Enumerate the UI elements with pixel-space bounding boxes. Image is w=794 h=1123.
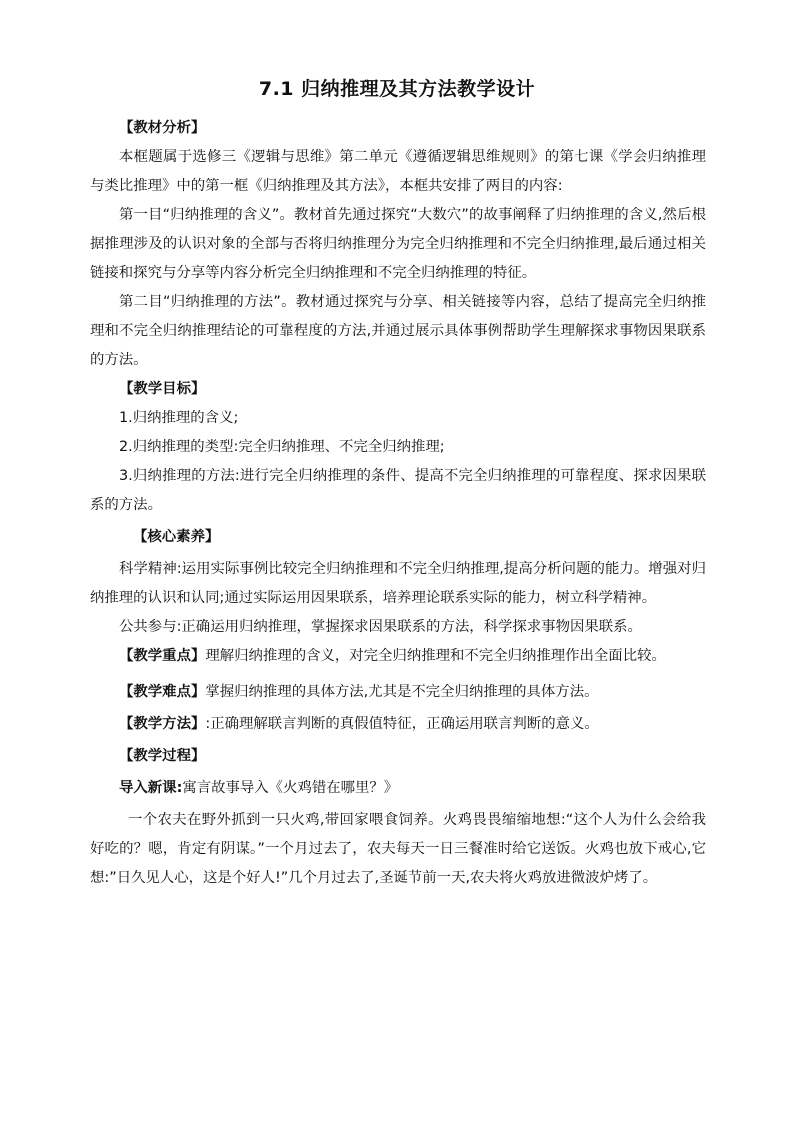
paragraph-difficulty xyxy=(90,678,706,707)
difficulty-text: 掌握归纳推理的具体方法,尤其是不完全归纳推理的具体方法。 xyxy=(205,684,599,700)
goal-item-1: 1.归纳推理的含义; xyxy=(119,410,239,426)
difficulty-label: 【教学难点】 xyxy=(119,684,206,700)
paragraph-literacy-1: 科学精神:运用实际事例比较完全归纳推理和不完全归纳推理,提高分析问题的能力。增强对归纳推理的认识和认同;通过实际运用因果联系，培养理论联系实际的能力，树立科学精神。 xyxy=(90,561,706,606)
paragraph-analysis-1: 本框题属于选修三《逻辑与思维》第二单元《遵循逻辑思维规则》的第七课《学会归纳推理与类比推理》中的第一框《归纳推理及其方法》，本框共安排了两目的内容: xyxy=(90,149,706,194)
section-heading-goals: 【教学目标】 xyxy=(119,381,206,397)
paragraph-analysis-3: 第二目“归纳推理的方法”。教材通过探究与分享、相关链接等内容，总结了提高完全归纳推理和不完全归纳推理结论的可靠程度的方法,并通过展示具体事例帮助学生理解探求事物因果联系的方法。 xyxy=(90,294,706,368)
key-point-text: 理解归纳推理的含义，对完全归纳推理和不完全归纳推理作出全面比较。 xyxy=(205,648,666,664)
method-text: :正确理解联言判断的真假值特征，正确运用联言判断的意义。 xyxy=(205,716,599,732)
key-point-label: 【教学重点】 xyxy=(119,648,206,664)
intro-text: 寓言故事导入《火鸡错在哪里？》 xyxy=(182,780,399,796)
paragraph-analysis-2: 第一目“归纳推理的含义”。教材首先通过探究“大数穴”的故事阐释了归纳推理的含义,然后根据推理涉及的认识对象的全部与否将归纳推理分为完全归纳推理和不完全归纳推理,最后通过相关链接和探究与分享等内容分析完全归纳推理和不完全归纳推理的特征。 xyxy=(90,207,706,281)
document-body xyxy=(90,114,706,893)
goal-item-2: 2.归纳推理的类型:完全归纳推理、不完全归纳推理; xyxy=(119,439,445,455)
goal-item-3: 3.归纳推理的方法:进行完全归纳推理的条件、提高不完全归纳推理的可靠程度、探求因果联系的方法。 xyxy=(90,468,706,513)
intro-label: 导入新课: xyxy=(119,780,183,796)
method-label: 【教学方法】 xyxy=(119,716,206,732)
paragraph-method xyxy=(90,710,706,739)
section-heading-process: 【教学过程】 xyxy=(119,748,206,764)
paragraph-story: 一个农夫在野外抓到一只火鸡,带回家喂食饲养。火鸡畏畏缩缩地想:“这个人为什么会给我好吃的？嗯，肯定有阴谋。”一个月过去了，农夫每天一日三餐准时给它送饭。火鸡也放下戒心,它想:”日久见人心，这是个好人!”几个月过去了,圣诞节前一天,农夫将火鸡放进微波炉烤了。 xyxy=(90,812,706,886)
paragraph-literacy-2: 公共参与:正确运用归纳推理，掌握探求因果联系的方法，科学探求事物因果联系。 xyxy=(119,619,642,635)
section-heading-analysis: 【教材分析】 xyxy=(119,120,206,136)
paragraph-intro xyxy=(90,774,706,803)
document-title: 7.1 归纳推理及其方法教学设计 xyxy=(258,78,536,100)
paragraph-key-point xyxy=(90,642,706,671)
section-heading-literacy: 【核心素养】 xyxy=(133,529,220,545)
